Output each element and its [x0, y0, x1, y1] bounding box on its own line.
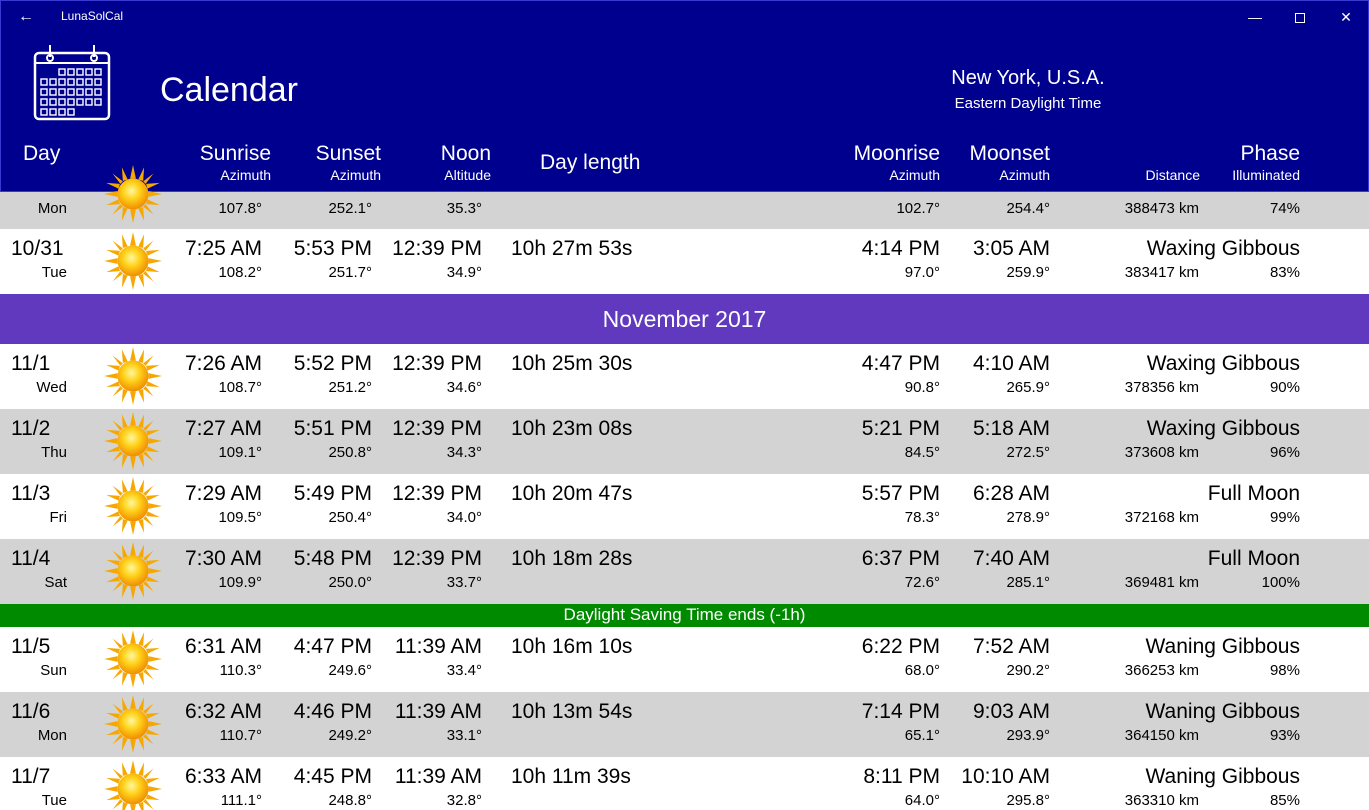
sunset-azimuth: 250.4° — [328, 509, 372, 526]
app-header — [0, 0, 1369, 192]
moonrise-azimuth: 65.1° — [904, 727, 940, 744]
timezone-label: Eastern Daylight Time — [954, 95, 1102, 112]
moonset-azimuth: 272.5° — [1006, 444, 1050, 461]
sun-icon — [104, 477, 162, 535]
sunset-time: 5:53 PM — [293, 237, 372, 260]
moon-phase: Waning Gibbous — [1145, 700, 1300, 723]
col-day: Day — [23, 142, 61, 165]
sunrise-azimuth: 108.2° — [218, 264, 262, 281]
col-sunset-sub: Azimuth — [330, 167, 381, 183]
noon-altitude: 34.6° — [446, 379, 482, 396]
row-dow: Mon — [37, 200, 67, 217]
moon-distance: 373608 km — [1124, 444, 1199, 461]
col-moonrise-sub: Azimuth — [889, 167, 940, 183]
moon-illuminated: 85% — [1269, 792, 1300, 809]
moonrise-time: 8:11 PM — [863, 765, 940, 788]
noon-time: 12:39 PM — [392, 237, 482, 260]
sunset-azimuth: 249.2° — [328, 727, 372, 744]
moonrise-azimuth: 102.7° — [896, 200, 940, 217]
moon-phase: Full Moon — [1207, 482, 1300, 505]
moonrise-azimuth: 68.0° — [904, 662, 940, 679]
moon-phase: Waxing Gibbous — [1146, 417, 1300, 440]
sunset-azimuth: 249.6° — [328, 662, 372, 679]
moon-phase: Full Moon — [1207, 547, 1300, 570]
sunset-azimuth: 252.1° — [328, 200, 372, 217]
sun-icon — [104, 695, 162, 753]
table-row[interactable] — [0, 192, 1369, 229]
table-row[interactable] — [0, 229, 1369, 294]
moonset-azimuth: 290.2° — [1006, 662, 1050, 679]
moon-illuminated: 93% — [1269, 727, 1300, 744]
moon-illuminated: 90% — [1269, 379, 1300, 396]
noon-time: 11:39 AM — [394, 635, 482, 658]
moonrise-time: 4:47 PM — [861, 352, 940, 375]
moonrise-azimuth: 97.0° — [904, 264, 940, 281]
table-row[interactable] — [0, 757, 1369, 810]
day-length: 10h 11m 39s — [511, 765, 631, 788]
col-noon: Noon — [440, 142, 491, 165]
col-noon-sub: Altitude — [444, 167, 491, 183]
moon-illuminated: 98% — [1269, 662, 1300, 679]
sun-icon — [104, 412, 162, 470]
location-label[interactable]: New York, U.S.A. — [951, 67, 1105, 89]
day-length: 10h 23m 08s — [511, 417, 633, 440]
moon-phase: Waxing Gibbous — [1146, 352, 1300, 375]
day-length: 10h 18m 28s — [511, 547, 633, 570]
moonrise-time: 6:37 PM — [861, 547, 940, 570]
sun-icon — [104, 542, 162, 600]
row-dow: Tue — [41, 792, 67, 809]
moon-phase: Waning Gibbous — [1145, 765, 1300, 788]
moon-distance: 366253 km — [1124, 662, 1199, 679]
moon-illuminated: 100% — [1261, 574, 1300, 591]
moonrise-azimuth: 64.0° — [904, 792, 940, 809]
day-length: 10h 16m 10s — [511, 635, 633, 658]
col-moonrise: Moonrise — [853, 142, 940, 165]
sunset-azimuth: 250.0° — [328, 574, 372, 591]
sunrise-time: 7:30 AM — [184, 547, 262, 570]
sunrise-time: 7:25 AM — [184, 237, 262, 260]
sun-icon — [104, 760, 162, 810]
maximize-button[interactable] — [1277, 1, 1323, 33]
moon-illuminated: 99% — [1269, 509, 1300, 526]
row-date: 10/31 — [11, 237, 64, 260]
moon-distance: 388473 km — [1124, 200, 1199, 217]
sunrise-azimuth: 109.9° — [218, 574, 262, 591]
moonrise-azimuth: 84.5° — [904, 444, 940, 461]
row-dow: Wed — [36, 379, 67, 396]
sunrise-azimuth: 109.1° — [218, 444, 262, 461]
moonset-azimuth: 285.1° — [1006, 574, 1050, 591]
sun-icon — [104, 347, 162, 405]
noon-altitude: 33.1° — [446, 727, 482, 744]
sunset-time: 4:47 PM — [293, 635, 372, 658]
app-title: LunaSolCal — [61, 9, 124, 23]
sunset-time: 5:49 PM — [293, 482, 372, 505]
sunrise-azimuth: 107.8° — [218, 200, 262, 217]
sunset-azimuth: 248.8° — [328, 792, 372, 809]
moonset-azimuth: 265.9° — [1006, 379, 1050, 396]
sunset-time: 4:46 PM — [293, 700, 372, 723]
noon-altitude: 34.0° — [446, 509, 482, 526]
back-button[interactable]: ← — [18, 8, 34, 25]
col-sunrise: Sunrise — [199, 142, 271, 165]
sunset-time: 5:52 PM — [293, 352, 372, 375]
noon-altitude: 35.3° — [446, 200, 482, 217]
sunrise-azimuth: 108.7° — [218, 379, 262, 396]
moon-phase: Waxing Gibbous — [1146, 237, 1300, 260]
moonrise-azimuth: 78.3° — [904, 509, 940, 526]
sunset-azimuth: 251.2° — [328, 379, 372, 396]
moonset-azimuth: 293.9° — [1006, 727, 1050, 744]
day-length: 10h 20m 47s — [511, 482, 633, 505]
moonset-time: 7:52 AM — [972, 635, 1050, 658]
sun-icon — [104, 630, 162, 688]
col-phase: Phase — [1240, 142, 1300, 165]
table-row[interactable] — [0, 692, 1369, 757]
table-row[interactable] — [0, 539, 1369, 604]
maximize-icon — [1295, 13, 1305, 23]
sunrise-azimuth: 110.3° — [219, 662, 262, 679]
table-row[interactable] — [0, 474, 1369, 539]
sunset-azimuth: 251.7° — [328, 264, 372, 281]
moonset-time: 10:10 AM — [961, 765, 1050, 788]
col-phase-sub: Illuminated — [1232, 167, 1300, 183]
col-moonset: Moonset — [969, 142, 1050, 165]
moon-phase: Waning Gibbous — [1145, 635, 1300, 658]
sunrise-azimuth: 109.5° — [218, 509, 262, 526]
noon-time: 12:39 PM — [392, 417, 482, 440]
sunrise-azimuth: 111.1° — [220, 792, 262, 809]
dst-banner: Daylight Saving Time ends (-1h) — [0, 604, 1369, 627]
row-date: 11/1 — [11, 352, 51, 375]
moonrise-time: 4:14 PM — [861, 237, 940, 260]
calendar-icon — [33, 45, 111, 121]
moon-illuminated: 96% — [1269, 444, 1300, 461]
moonrise-azimuth: 72.6° — [904, 574, 940, 591]
moon-illuminated: 83% — [1269, 264, 1300, 281]
title-bar — [1, 1, 1368, 33]
col-day-length: Day length — [540, 151, 641, 174]
col-sunrise-sub: Azimuth — [220, 167, 271, 183]
noon-altitude: 32.8° — [446, 792, 482, 809]
moon-distance: 378356 km — [1124, 379, 1199, 396]
moonrise-time: 5:21 PM — [861, 417, 940, 440]
row-dow: Mon — [37, 727, 67, 744]
sun-icon — [104, 232, 162, 290]
moonrise-azimuth: 90.8° — [904, 379, 940, 396]
row-date: 11/5 — [11, 635, 51, 658]
day-length: 10h 27m 53s — [511, 237, 633, 260]
moonrise-time: 7:14 PM — [861, 700, 940, 723]
row-dow: Fri — [49, 509, 67, 526]
moonset-time: 7:40 AM — [972, 547, 1050, 570]
moonrise-time: 5:57 PM — [861, 482, 940, 505]
noon-altitude: 33.7° — [446, 574, 482, 591]
noon-altitude: 33.4° — [446, 662, 482, 679]
table-row[interactable] — [0, 409, 1369, 474]
moon-distance: 372168 km — [1124, 509, 1199, 526]
minimize-button[interactable]: — — [1248, 9, 1262, 25]
row-date: 11/6 — [11, 700, 51, 723]
noon-altitude: 34.9° — [446, 264, 482, 281]
row-date: 11/3 — [11, 482, 51, 505]
sunrise-time: 7:29 AM — [184, 482, 262, 505]
table-row[interactable] — [0, 344, 1369, 409]
table-row[interactable] — [0, 627, 1369, 692]
moon-distance: 363310 km — [1124, 792, 1199, 809]
sunrise-azimuth: 110.7° — [219, 727, 262, 744]
row-date: 11/4 — [11, 547, 51, 570]
moonset-time: 6:28 AM — [972, 482, 1050, 505]
moonset-time: 4:10 AM — [972, 352, 1050, 375]
noon-time: 12:39 PM — [392, 352, 482, 375]
moonset-time: 3:05 AM — [972, 237, 1050, 260]
moonset-azimuth: 254.4° — [1006, 200, 1050, 217]
moon-distance: 364150 km — [1124, 727, 1199, 744]
noon-time: 11:39 AM — [394, 765, 482, 788]
sunrise-time: 6:31 AM — [184, 635, 262, 658]
noon-time: 11:39 AM — [394, 700, 482, 723]
sunset-azimuth: 250.8° — [328, 444, 372, 461]
moon-distance: 383417 km — [1124, 264, 1199, 281]
sunset-time: 5:48 PM — [293, 547, 372, 570]
close-button[interactable]: ✕ — [1340, 9, 1352, 25]
row-dow: Tue — [41, 264, 67, 281]
col-sunset: Sunset — [315, 142, 381, 165]
day-length: 10h 13m 54s — [511, 700, 633, 723]
sunset-time: 4:45 PM — [293, 765, 372, 788]
moonrise-time: 6:22 PM — [861, 635, 940, 658]
noon-time: 12:39 PM — [392, 547, 482, 570]
moon-distance: 369481 km — [1124, 574, 1199, 591]
moonset-time: 5:18 AM — [972, 417, 1050, 440]
moonset-azimuth: 295.8° — [1006, 792, 1050, 809]
moonset-azimuth: 278.9° — [1006, 509, 1050, 526]
col-moonset-sub: Azimuth — [999, 167, 1050, 183]
page-title: Calendar — [160, 71, 298, 109]
col-distance: Distance — [1145, 167, 1200, 183]
row-dow: Sun — [40, 662, 67, 679]
row-dow: Thu — [41, 444, 67, 461]
moon-illuminated: 74% — [1269, 200, 1300, 217]
sunrise-time: 6:32 AM — [184, 700, 262, 723]
sun-icon — [104, 165, 162, 223]
noon-time: 12:39 PM — [392, 482, 482, 505]
month-header: November 2017 — [0, 294, 1369, 344]
sunrise-time: 7:26 AM — [184, 352, 262, 375]
noon-altitude: 34.3° — [446, 444, 482, 461]
day-length: 10h 25m 30s — [511, 352, 633, 375]
row-dow: Sat — [44, 574, 67, 591]
row-date: 11/2 — [11, 417, 51, 440]
moonset-azimuth: 259.9° — [1006, 264, 1050, 281]
sunrise-time: 6:33 AM — [184, 765, 262, 788]
sunset-time: 5:51 PM — [293, 417, 372, 440]
sunrise-time: 7:27 AM — [184, 417, 262, 440]
moonset-time: 9:03 AM — [972, 700, 1050, 723]
row-date: 11/7 — [11, 765, 51, 788]
